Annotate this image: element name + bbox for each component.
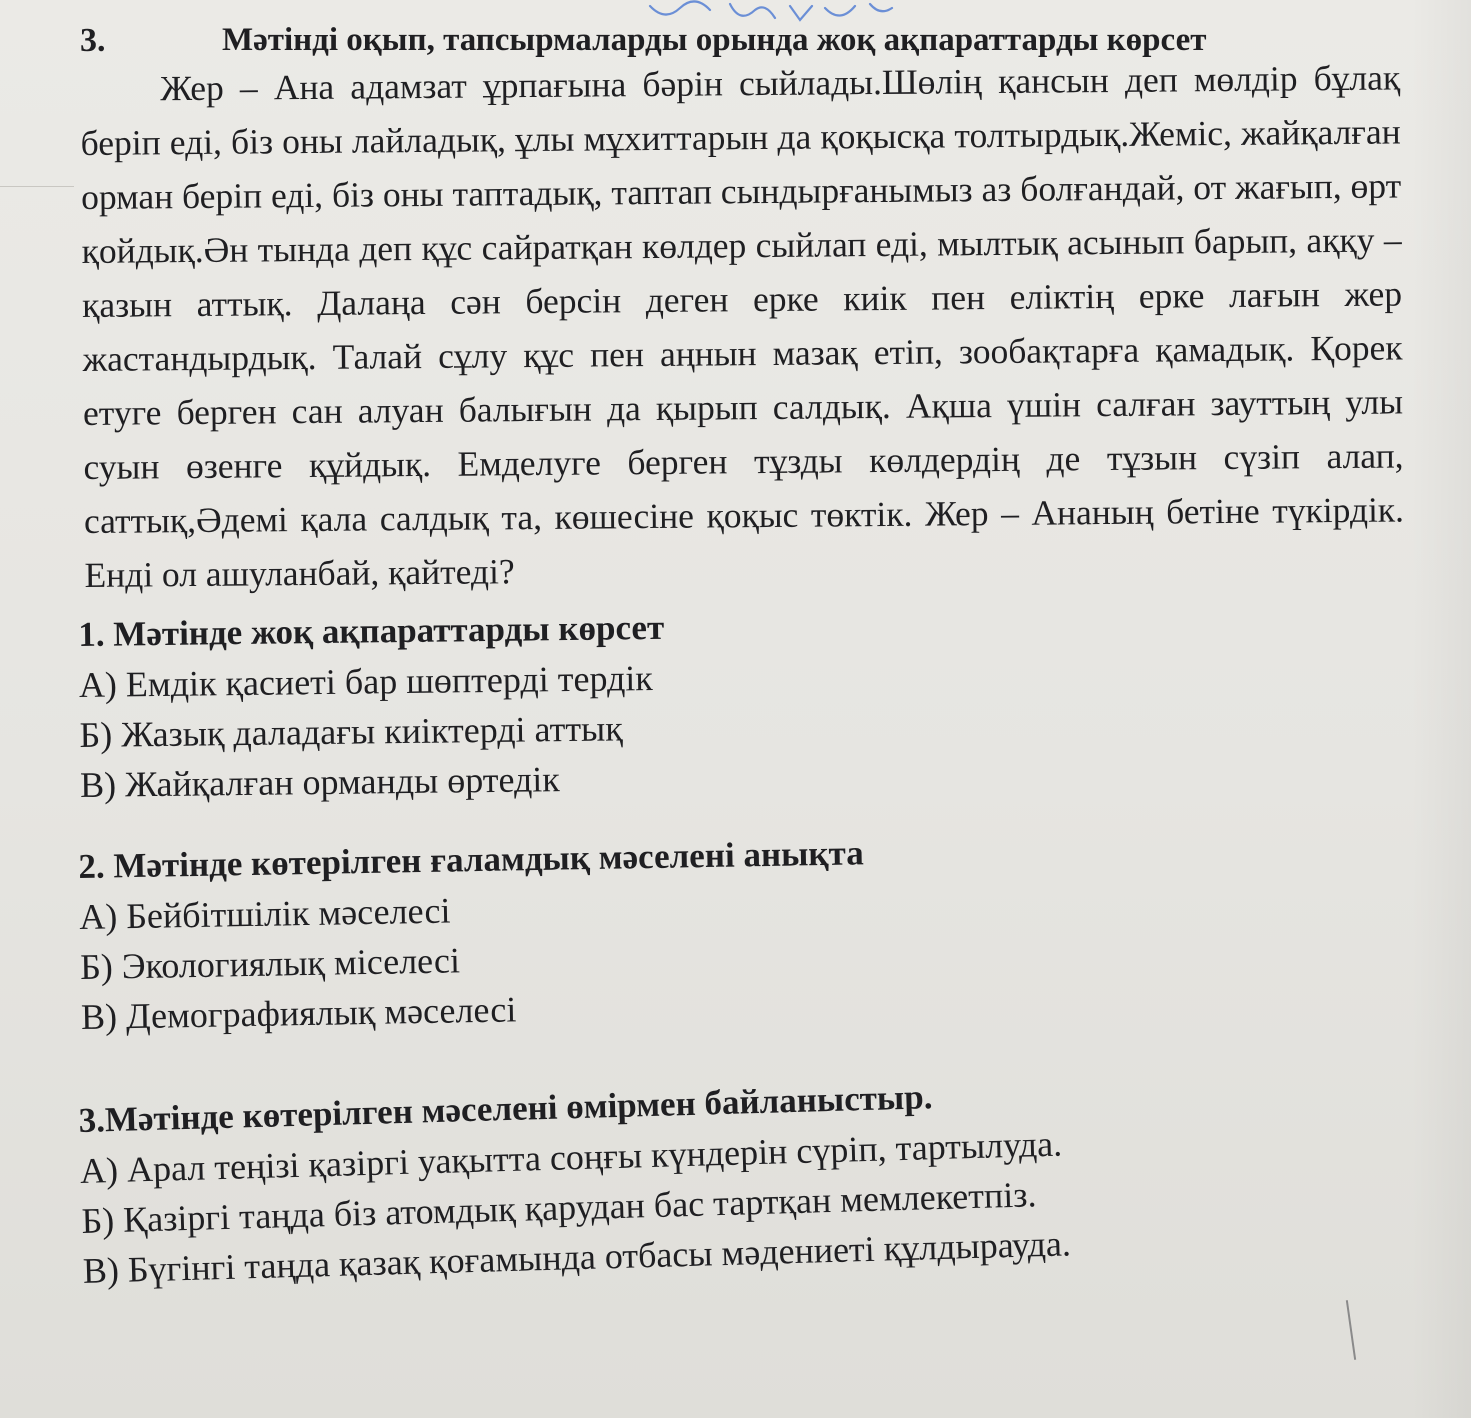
question-title: 1. Мәтінде жоқ ақпараттарды көрсет: [78, 607, 665, 654]
task-number: 3.: [80, 22, 106, 59]
question-title: 2. Мәтінде көтерілген ғаламдық мәселені анықта: [78, 833, 864, 886]
question-1: [78, 594, 1380, 810]
margin-line: [0, 186, 74, 187]
answer-option: А) Бейбітшілік мәселесі: [78, 890, 451, 937]
task-instruction: Мәтінді оқып, тапсырмаларды орында жоқ ақпараттарды көрсет: [222, 22, 1207, 58]
answer-option: Б) Экологиялық міселесі: [79, 940, 461, 987]
reading-passage: Жер – Ана адамзат ұрпағына бәрін сыйлады.Шөлің қансын деп мөлдір бұлақ беріп еді, біз оны лайладық, ұлы мұхиттарын да қоқысқа толтырдық.Жеміс, жайқалған орман беріп еді, біз оны таптадық, таптап сындырғанымыз аз болғандай, от жағып, өрт қойдық.Ән тында деп құс сайратқан көлдер сыйлап еді, мылтық асынып барып, аққу – қазын аттық. Далаңа сән берсін деген ерке киік пен еліктің ерке лағын жер жастандырдық. Талай сұлу құс пен аңнын мазақ етіп, зообақтарға қамадық. Қорек етуге берген сан алуан балығын да қырып салдық. Ақша үшін салған зауттың улы суын өзенге құйдық. Емделуге берген тұзды көлдердің де тұзын сүзіп алап, саттық,Әдемі қала салдық та, көшесіне қоқыс төктік. Жер – Ананың бетіне түкірдік. Енді ол ашуланбай, қайтеді?: [80, 57, 1405, 595]
answer-option: Б) Жазық даладағы киіктерді аттық: [79, 708, 623, 755]
answer-option: В) Жайқалған орманды өртедік: [79, 759, 561, 805]
answer-option: А) Емдік қасиеті бар шөптерді тердік: [78, 657, 653, 705]
answer-option: А) Арал теңізі қазіргі уақытта соңғы күндерін сүріп, тартылуда.: [79, 1123, 1063, 1191]
question-title: 3.Мәтінде көтерілген мәселені өмірмен байланыстыр.: [78, 1077, 933, 1140]
page-edge-shadow: [1411, 0, 1471, 1418]
question-3: [78, 1060, 1383, 1296]
question-2: [78, 819, 1381, 1042]
answer-option: В) Демографиялық мәселесі: [80, 989, 517, 1037]
answer-option: В) Бүгінгі таңда қазақ қоғамында отбасы мәдениеті құлдырауда.: [82, 1223, 1072, 1291]
pen-mark: [1346, 1300, 1356, 1360]
answer-option: Б) Қазіргі таңда біз атомдық қарудан бас тартқан мемлекетпіз.: [80, 1174, 1037, 1241]
